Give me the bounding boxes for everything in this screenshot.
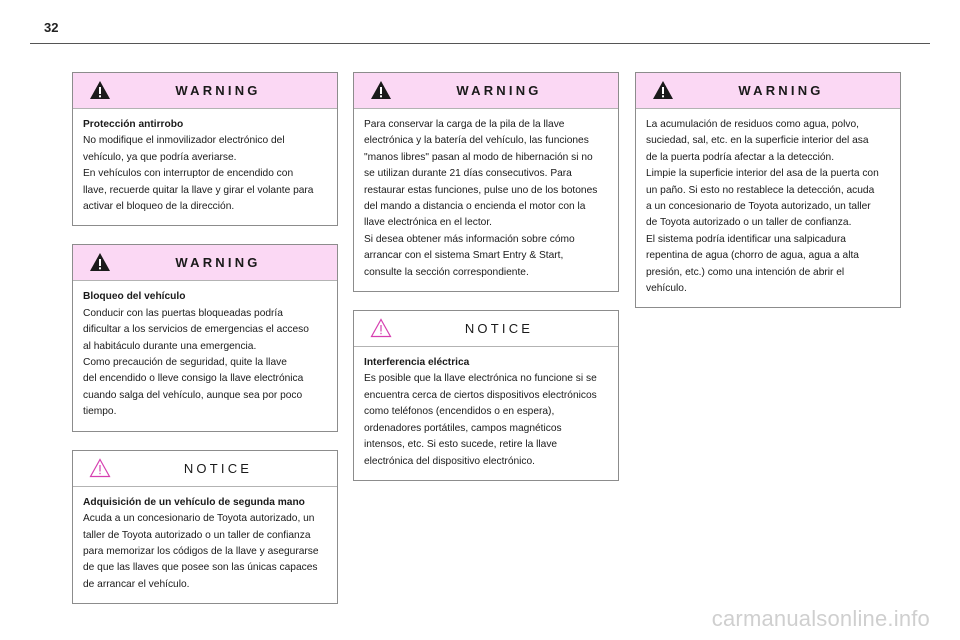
notice-header [354,311,618,347]
warning-header [73,245,337,281]
warning-triangle-icon [652,80,674,100]
box-text-line: Conducir con las puertas bloqueadas podría [83,307,283,319]
warning-box [635,72,901,308]
box-text-line: restaurar estas funciones, pulse uno de los botones [364,184,598,196]
box-text-line: del mando a distancia o encienda el motor con la [364,201,586,213]
box-text-line: Como precaución de seguridad, quite la llave [83,357,287,369]
warning-body [636,109,900,307]
box-text-line: de arrancar el vehículo. [83,578,190,590]
notice-box [72,450,338,604]
page-number: 32 [44,20,59,35]
warning-header [73,73,337,109]
column-2 [353,72,619,499]
box-text-line: de Toyota autorizado o un taller de confianza. [646,217,852,229]
warning-header [354,73,618,109]
box-text-line: Acuda a un concesionario de Toyota autorizado, un [83,513,315,525]
warning-title: WARNING [175,83,261,98]
box-subtitle: Protección antirrobo [83,119,184,130]
notice-header [73,451,337,487]
box-text-line: La acumulación de residuos como agua, polvo, [646,119,859,130]
warning-title: WARNING [738,83,824,98]
box-text-line: "manos libres" pasan al modo de hibernación si no [364,151,593,163]
notice-triangle-icon [370,318,392,338]
box-text-line: se utilizan durante 21 días consecutivos. Para [364,168,572,180]
notice-triangle-icon [89,458,111,478]
box-text-line: del encendido o lleve consigo la llave electrónica [83,373,304,385]
box-text-line: de que las llaves que posee son las únicas capaces [83,562,318,574]
box-text-line: Es posible que la llave electrónica no funcione si se [364,373,597,385]
header-rule [30,43,930,44]
warning-body [73,281,337,430]
warning-box [353,72,619,292]
box-text-line: vehículo. [646,283,687,295]
box-text-line: al habitáculo durante una emergencia. [83,340,257,352]
box-text-line: electrónica del dispositivo electrónico. [364,455,536,467]
box-text-line: intensos, etc. Si esto sucede, retire la llave [364,439,558,451]
box-text-line: repentina de agua (chorro de agua, agua a alta [646,250,859,262]
box-text-line: Si desea obtener más información sobre cómo [364,233,575,245]
box-text-line: para memorizar los códigos de la llave y asegurarse [83,545,319,557]
notice-body [73,487,337,603]
box-text-line: a un concesionario de Toyota autorizado, un taller [646,201,871,213]
notice-title: NOTICE [183,460,253,476]
box-text-line: dificultar a los servicios de emergencias el acceso [83,324,309,336]
box-text-line: arrancar con el sistema Smart Entry & Start, [364,250,564,262]
warning-header [636,73,900,109]
box-text-line: electrónica y la batería del vehículo, las funciones [364,135,589,147]
box-text-line: activar el bloqueo de la dirección. [83,201,235,213]
box-text-line: llave, recuerde quitar la llave y girar el volante para [83,184,314,196]
box-text-line: taller de Toyota autorizado o un taller de confianza [83,529,311,541]
warning-body [73,109,337,225]
watermark: carmanualsonline.info [711,606,930,631]
box-text-line: de la puerta podría afectar a la detección. [646,151,835,163]
column-1 [72,72,338,622]
warning-body [354,109,618,291]
box-text-line: encuentra cerca de ciertos dispositivos electrónicos [364,389,597,401]
notice-body [354,347,618,480]
box-text-line: Para conservar la carga de la pila de la llave [364,119,565,130]
warning-triangle-icon [89,252,111,272]
warning-box [72,244,338,431]
box-text-line: tiempo. [83,406,117,418]
warning-triangle-icon [89,80,111,100]
warning-title: WARNING [456,83,542,98]
box-text-line: vehículo, ya que podría averiarse. [83,151,237,163]
box-text-line: En vehículos con interruptor de encendido con [83,168,294,180]
box-subtitle: Interferencia eléctrica [364,357,470,369]
notice-title: NOTICE [464,321,534,337]
column-3 [635,72,901,326]
box-text-line: un paño. Si esto no restablece la detección, acuda [646,184,875,196]
box-text-line: No modifique el inmovilizador electrónico del [83,135,285,147]
box-text-line: suciedad, sal, etc. en la superficie interior del asa [646,135,869,147]
box-subtitle: Adquisición de un vehículo de segunda mano [83,496,305,508]
box-text-line: cuando salga del vehículo, aunque sea por poco [83,389,303,401]
box-subtitle: Bloqueo del vehículo [83,291,186,303]
warning-title: WARNING [175,255,261,271]
notice-box [353,310,619,481]
box-text-line: llave electrónica en el lector. [364,217,492,229]
box-text-line: consulte la sección correspondiente. [364,266,529,278]
warning-triangle-icon [370,80,392,100]
box-text-line: El sistema podría identificar una salpicadura [646,233,846,245]
warning-box [72,72,338,226]
box-text-line: como teléfonos (encendidos o en espera), [364,406,555,418]
box-text-line: Limpie la superficie interior del asa de la puerta con [646,168,879,180]
box-text-line: presión, etc.) como una intención de abrir el [646,266,845,278]
box-text-line: ordenadores portátiles, campos magnéticos [364,422,562,434]
